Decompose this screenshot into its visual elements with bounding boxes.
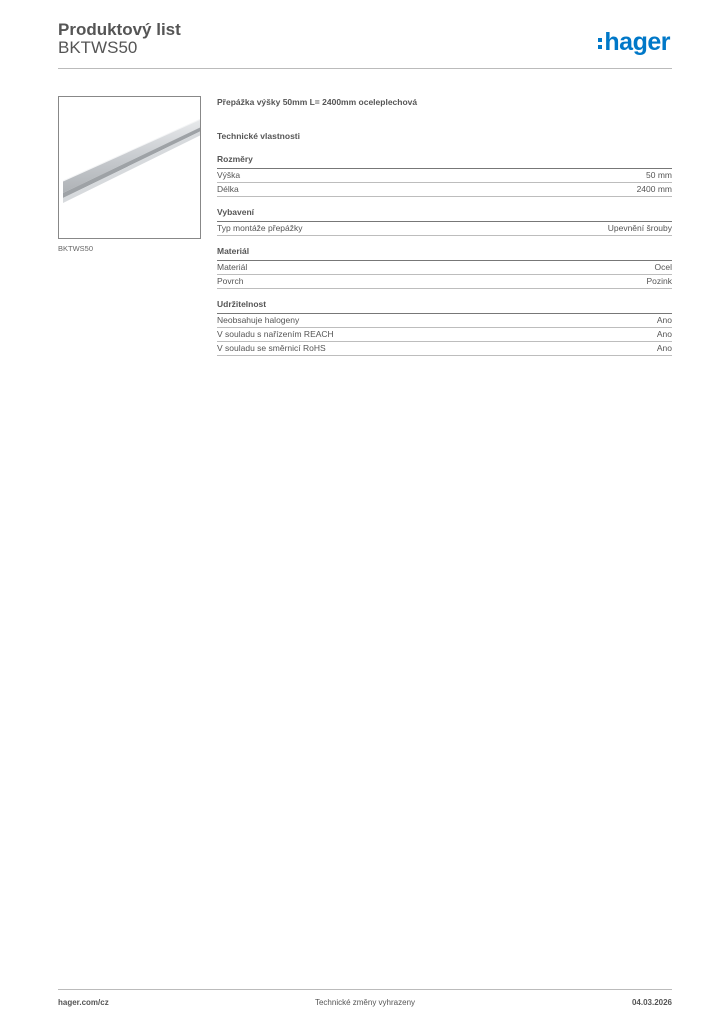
- technical-properties-heading: Technické vlastnosti: [217, 131, 300, 141]
- spec-row: [217, 261, 672, 275]
- hager-logo: [598, 29, 670, 55]
- section-material: [217, 246, 672, 289]
- spec-value: 50 mm: [646, 170, 672, 180]
- spec-label: V souladu s nařízením REACH: [217, 329, 334, 339]
- spec-row: [217, 275, 672, 289]
- spec-label: Povrch: [217, 276, 244, 286]
- spec-value: Ano: [656, 343, 672, 353]
- header-divider: [58, 68, 672, 69]
- section-equipment: [217, 207, 672, 236]
- logo-text: hager: [604, 28, 670, 56]
- spec-label: Neobsahuje halogeny: [217, 315, 300, 325]
- spec-value: Upevnění šrouby: [607, 223, 672, 233]
- spec-row: [217, 169, 672, 183]
- spec-value: Pozink: [646, 276, 672, 286]
- changes-notice: Technické změny vyhrazeny: [314, 998, 416, 1007]
- document-date: 04.03.2026: [631, 998, 672, 1007]
- spec-value: Ano: [656, 329, 672, 339]
- spec-label: Materiál: [217, 262, 248, 272]
- product-image: [58, 96, 201, 239]
- page-footer: [58, 998, 672, 1010]
- spec-label: Délka: [217, 184, 239, 194]
- section-dimensions: [217, 154, 672, 197]
- spec-label: V souladu se směrnicí RoHS: [217, 343, 326, 353]
- spec-row: [217, 314, 672, 328]
- section-title: Vybavení: [217, 207, 255, 217]
- spec-row: [217, 222, 672, 236]
- spec-label: Výška: [217, 170, 241, 180]
- document-title: Produktový list: [58, 20, 181, 39]
- footer-divider: [58, 989, 672, 990]
- spec-row: [217, 328, 672, 342]
- section-title: Rozměry: [217, 154, 253, 164]
- spec-value: 2400 mm: [636, 184, 672, 194]
- product-details: [217, 96, 672, 356]
- section-title: Udržitelnost: [217, 299, 267, 309]
- logo-colon-icon: [598, 38, 602, 49]
- page-header: [58, 20, 672, 70]
- product-code: BKTWS50: [58, 38, 138, 57]
- spec-label: Typ montáže přepážky: [217, 223, 303, 233]
- website-link[interactable]: hager.com/cz: [58, 998, 109, 1007]
- spec-row: [217, 183, 672, 197]
- product-description: Přepážka výšky 50mm L= 2400mm oceleplechová: [217, 97, 418, 107]
- image-caption: BKTWS50: [58, 244, 94, 253]
- steel-partition-illustration: [59, 97, 201, 239]
- section-sustainability: [217, 299, 672, 356]
- spec-value: Ano: [656, 315, 672, 325]
- spec-row: [217, 342, 672, 356]
- spec-value: Ocel: [654, 262, 672, 272]
- section-title: Materiál: [217, 246, 250, 256]
